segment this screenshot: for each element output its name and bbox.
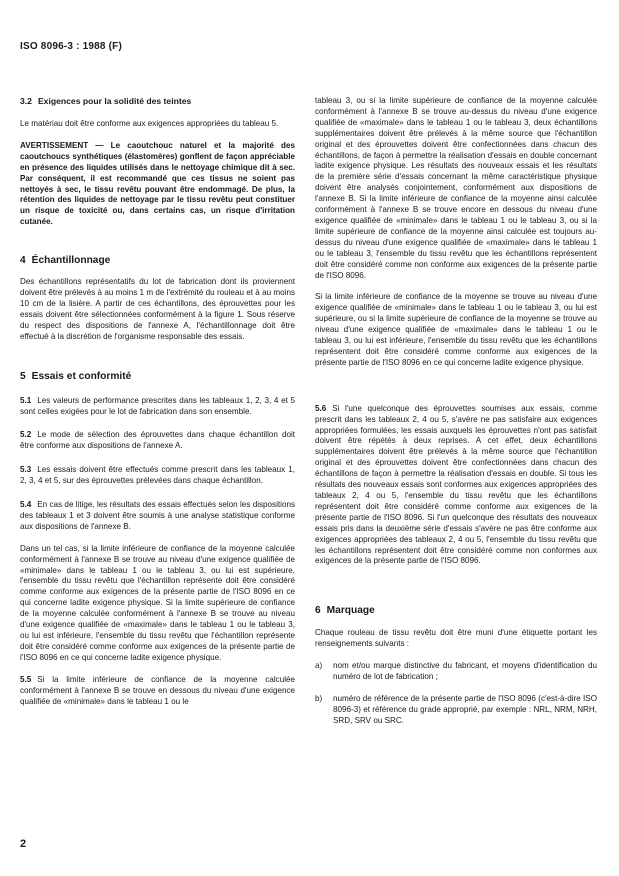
list-item-text: nom et/ou marque distinctive du fabricant, et moyens d'identification du numéro de lot de fabrication ; [333,661,597,682]
section-3-2-text: Le matériau doit être conforme aux exigences appropriées du tableau 5. [20,119,279,128]
section-5-1-text [20,396,295,418]
right-column [315,96,597,727]
subsection-number: 5.1 [20,395,32,405]
section-6-text: Chaque rouleau de tissu revêtu doit être muni d'une étiquette portant les renseignements suivants : [315,628,597,649]
section-4-text: Des échantillons représentatifs du lot de fabrication dont ils proviennent doivent être prélevés à au moins 1 m de l'extrémité du rouleau et à au moins 10 cm de la lisière. A partir de ces échantillons, des éprouvettes pour les essais doivent être sélectionnées conformément à la figure 1. Sous réserve du respect des dispositions de l'annexe A, l'échantillonnage doit être effectué à la discrétion de l'organisme responsable des essais. [20,277,295,341]
section-5-2-text [20,430,295,452]
section-5-3-text [20,465,295,487]
section-number: 5 [20,370,26,382]
subsection-number: 5.6 [315,403,327,413]
conformity-paragraph: Si la limite inférieure de confiance de la moyenne se trouve au niveau d'une exigence qualifiée de «minimale» dans le tableau 1 ou le tableau 3, ou lui est supérieure, ou si la limite supérieure de confiance de la moyenne se trouve au niveau d'une exigence qualifiée de «maximale» dans le tableau 1 ou le tableau 3, ou lui est inférieure, l'ensemble du tissu revêtu que les échantillons représentent doit être considéré comme conforme aux exigences de la présente partie de l'ISO 8096 en ce qui concerne ladite exigence physique. [315,292,597,367]
subsection-number: 5.5 [20,674,32,684]
section-title: Échantillonnage [31,255,111,267]
section-5-4-paragraph-2: Dans un tel cas, si la limite inférieure de confiance de la moyenne calculée conformément à l'annexe B se trouve au niveau d'une exigence qualifiée de «minimale» dans le tableau 1 ou le tableau 3, ou lui est supérieure, l'ensemble du tissu revêtu que l'échantillon représente doit être considéré comme conforme aux exigences de la présente partie de l'ISO 8096 en ce qui concerne ladite exigence physique. Si la limite supérieure de confiance de la moyenne calculée conformément à l'annexe B se trouve au niveau d'une exigence qualifiée de «maximale» dans le tableau 1 ou le tableau 3, ou lui est inférieure, l'ensemble du tissu revêtu que l'échantillon représente doit être considéré comme conforme aux exigences de la présente partie de l'ISO 8096 en ce qui concerne ladite exigence physique. [20,543,295,662]
section-title: Exigences pour la solidité des teintes [37,96,192,106]
section-5-6-text [315,404,597,568]
subsection-text: Les essais doivent être effectués comme prescrit dans les tableaux 1, 2, 3, 4 et 5, sur des éprouvettes prélevées dans chaque échantillon. [20,465,295,486]
section-5-heading [20,371,295,382]
section-number: 4 [20,255,26,267]
list-item-text: numéro de référence de la présente partie de l'ISO 8096 (c'est-à-dire ISO 8096-3) et référence du grade approprié, par exemple : NRL, NRM, NRH, SRD, SRV ou SRC. [333,693,597,725]
list-item-b [315,694,597,727]
list-item-a [315,661,597,683]
subsection-text: Si la limite inférieure de confiance de la moyenne calculée conformément à l'annexe B se trouve en dessous du niveau d'une exigence qualifiée de «minimale» dans le tableau 1 ou le [20,674,295,706]
list-item-label: a) [315,661,323,671]
subsection-number: 5.3 [20,465,32,475]
section-4-heading [20,255,295,266]
section-number: 3.2 [20,96,32,106]
continued-paragraph: tableau 3, ou si la limite supérieure de confiance de la moyenne calculée conformément à l'annexe B se trouve au-dessus du niveau d'une exigence qualifiée de «maximale» dans le tableau 1 ou le tableau 3, deux échantillons supplémentaires doivent être prélevés à la même source que l'échantillon original et des éprouvettes doivent être confectionnées dans chacun des échantillons, de façon à permettre la réalisation d'essais en double concernant ladite exigence physique. Les résultats des nouveaux essais et les résultats de la première série d'essais concernant la même caractéristique physique doivent être analysés conjointement, conformément aux dispositions de l'annexe B. Si la limite inférieure de confiance de la moyenne ainsi calculée conformément à l'annexe B se trouve encore en dessous du niveau d'une exigence qualifiée de «minimale» dans le tableau 1 ou le tableau 3, ou si la limite supérieure de confiance de la moyenne ainsi calculée est toujours au-dessus du niveau d'une exigence qualifiée de «maximale» dans le tableau 1 ou le tableau 3, l'ensemble du tissu revêtu que les échantillons représentent doit être considéré comme non conforme aux exigences de la présente partie de l'ISO 8096. [315,96,597,280]
section-5-4-text [20,500,295,533]
list-item-label: b) [315,693,323,703]
left-column [20,96,295,707]
section-title: Marquage [326,605,375,617]
subsection-number: 5.4 [20,500,32,510]
subsection-text: Si l'une quelconque des éprouvettes soumises aux essais, comme prescrit dans les tableaux 2, 4 ou 5, s'avère ne pas satisfaire aux exigences appropriées formulées, les essais auxquels les éprouvettes n'ont pas satisfait doivent être répétés à deux reprises. A cet effet, deux échantillons supplémentaires doivent être prélevés à la même source que l'échantillon original et des éprouvettes doivent être confectionnées dans chacun des échantillons de façon à permettre la réalisation d'essais en double. Si tous les résultats des nouveaux essais sont conformes aux exigences appropriées des tableaux 2, 4 ou 5, l'ensemble du tissu revêtu que les échantillons représentent doit être considéré comme conforme aux exigences de la présente partie de l'ISO 8096. Si l'un quelconque des résultats des nouveaux essais pris dans la deuxième série d'essais s'avère ne pas être conforme aux exigences appropriées des tableaux 2, 4 ou 5, l'ensemble du tissu revêtu que les échantillons représentent doit être considéré comme non conformes aux exigences de la présente partie de l'ISO 8096. [315,403,597,566]
section-3-2-heading [20,96,295,106]
section-5-5-text [20,675,295,708]
page-number: 2 [20,838,27,850]
subsection-text: En cas de litige, les résultats des essais effectués selon les dispositions des tableaux 1 et 3 doivent être soumis à une analyse statistique conforme aux dispositions de l'annexe B. [20,500,295,531]
subsection-text: Les valeurs de performance prescrites dans les tableaux 1, 2, 3, 4 et 5 sont celles exigées pour le lot de fabrication dans son ensemble. [20,395,295,416]
warning-paragraph: AVERTISSEMENT — Le caoutchouc naturel et la majorité des caoutchoucs synthétiques (élastomères) gonflent de façon appréciable en présence des liquides utilisés dans le nettoyage chimique dit à sec. Par conséquent, il est recommandé que ces tissus ne soient pas nettoyés à sec, le tissu revêtu pouvant être endommagé. De plus, la rétention des liquides de nettoyage par le tissu revêtu peut constituer un risque de toxicité ou, dans certains cas, un risque d'irritation cutanée. [20,140,295,227]
subsection-number: 5.2 [20,430,32,440]
section-6-heading [315,605,597,616]
document-header: ISO 8096-3 : 1988 (F) [20,41,123,52]
subsection-text: Le mode de sélection des éprouvettes dans chaque échantillon doit être conforme aux dispositions de l'annexe A. [20,430,295,451]
section-title: Essais et conformité [31,370,132,382]
section-number: 6 [315,605,321,617]
